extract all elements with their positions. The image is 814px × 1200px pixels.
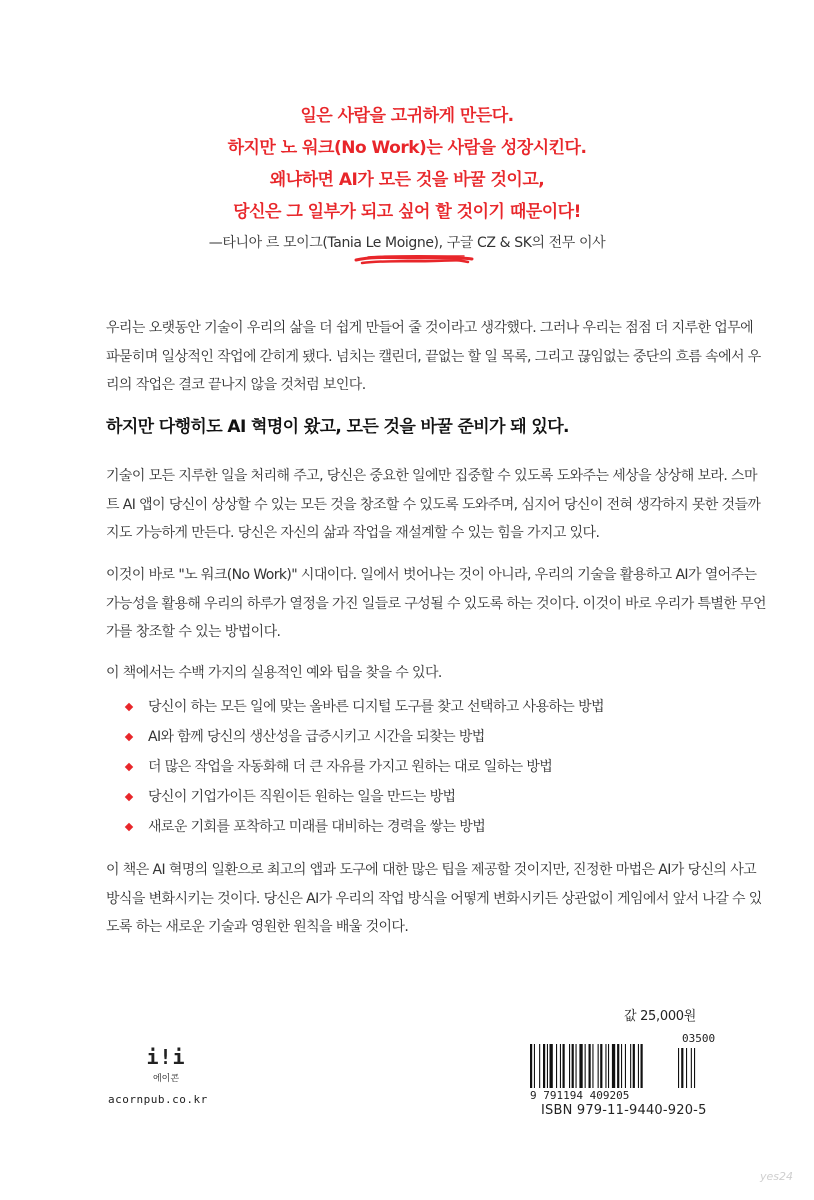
diamond-bullet-icon bbox=[125, 703, 133, 711]
text-line: 기술이 모든 지루한 일을 처리해 주고, 당신은 중요한 일에만 집중할 수 있도록 도와주는 세상을 상상해 보라. 스마 bbox=[106, 468, 757, 484]
section-heading: 하지만 다행히도 AI 혁명이 왔고, 모든 것을 바꿀 준비가 돼 있다. bbox=[106, 417, 569, 437]
publisher-logo bbox=[146, 1045, 186, 1084]
text-line: 우리는 오랫동안 기술이 우리의 삶을 더 쉽게 만들어 줄 것이라고 생각했다. 그러나 우리는 점점 더 지루한 업무에 bbox=[106, 320, 754, 336]
list-item: 당신이 기업가이든 직원이든 원하는 일을 만드는 방법 bbox=[122, 782, 722, 812]
quote-line: 당신은 그 일부가 되고 싶어 할 것이기 때문이다! bbox=[233, 202, 581, 222]
text-line: 방식을 변화시키는 것이다. 당신은 AI가 우리의 작업 방식을 어떻게 변화시키든 상관없이 게임에서 앞서 나갈 수 있 bbox=[106, 890, 762, 907]
diamond-bullet-icon bbox=[125, 823, 133, 831]
bullet-list bbox=[122, 692, 722, 842]
barcode-digits: 9 791194 409205 bbox=[530, 1089, 630, 1102]
text-line: 가를 창조할 수 있는 방법이다. bbox=[106, 624, 281, 640]
text-line: 지도 가능하게 만든다. 당신은 자신의 삶과 작업을 재설계할 수 있는 힘을 가지고 있다. bbox=[106, 525, 600, 541]
quote-line: 왜냐하면 AI가 모든 것을 바꿀 것이고, bbox=[269, 170, 545, 190]
paragraph-no-work bbox=[106, 561, 766, 647]
list-item: 더 많은 작업을 자동화해 더 큰 자유를 가지고 원하는 대로 일하는 방법 bbox=[122, 752, 722, 782]
text-line: 가능성을 활용해 우리의 하루가 열정을 가진 일들로 구성될 수 있도록 하는 것이다. 이것이 바로 우리가 특별한 무언 bbox=[106, 595, 766, 612]
paragraph-imagine bbox=[106, 462, 761, 548]
text-line: 트 AI 앱이 당신이 상상할 수 있는 모든 것을 창조할 수 있도록 도와주며, 심지어 당신이 전혀 생각하지 못한 것들까 bbox=[106, 496, 761, 513]
paragraph-conclusion bbox=[106, 856, 762, 942]
list-item: 당신이 하는 모든 일에 맞는 올바른 디지털 도구를 찾고 선택하고 사용하는 방법 bbox=[122, 692, 722, 722]
epigraph-quote bbox=[0, 100, 814, 258]
diamond-bullet-icon bbox=[125, 763, 133, 771]
barcode bbox=[530, 1032, 716, 1102]
text-line: 도록 하는 새로운 기술과 영원한 원칙을 배울 것이다. bbox=[106, 919, 409, 935]
diamond-bullet-icon bbox=[125, 733, 133, 741]
text-line: 이 책에서는 수백 가지의 실용적인 예와 팁을 찾을 수 있다. bbox=[106, 665, 442, 681]
isbn-number: ISBN 979-11-9440-920-5 bbox=[541, 1103, 707, 1118]
text-line: 이 책은 AI 혁명의 일환으로 최고의 앱과 도구에 대한 많은 팁을 제공할 것이지만, 진정한 마법은 AI가 당신의 사고 bbox=[106, 862, 757, 878]
diamond-bullet-icon bbox=[125, 793, 133, 801]
text-line: 이것이 바로 "노 워크(No Work)" 시대이다. 일에서 벗어나는 것이 아니라, 우리의 기술을 활용하고 AI가 열어주는 bbox=[106, 567, 757, 583]
text-line: 리의 작업은 결코 끝나지 않을 것처럼 보인다. bbox=[106, 377, 366, 393]
paragraph-book-intro bbox=[106, 659, 716, 688]
quote-attribution: —타니아 르 모이그(Tania Le Moigne), 구글 CZ & SK의 전무 이사 bbox=[208, 235, 606, 251]
quote-line: 일은 사람을 고귀하게 만든다. bbox=[300, 106, 514, 126]
publisher-website: acornpub.co.kr bbox=[108, 1093, 208, 1106]
watermark: yes24 bbox=[760, 1170, 794, 1183]
list-item: AI와 함께 당신의 생산성을 급증시키고 시간을 되찾는 방법 bbox=[122, 722, 722, 752]
publisher-logo-mark: i!i bbox=[146, 1045, 186, 1069]
list-item: 새로운 기회를 포착하고 미래를 대비하는 경력을 쌓는 방법 bbox=[122, 812, 722, 842]
publisher-name: 에이콘 bbox=[152, 1074, 180, 1084]
red-scribble-divider bbox=[354, 252, 474, 268]
barcode-addon-number: 03500 bbox=[682, 1032, 716, 1045]
text-line: 파묻히며 일상적인 작업에 갇히게 됐다. 넘치는 캘린더, 끝없는 할 일 목록, 그리고 끊임없는 중단의 흐름 속에서 우 bbox=[106, 348, 761, 365]
quote-line: 하지만 노 워크(No Work)는 사람을 성장시킨다. bbox=[227, 138, 587, 158]
price-label: 값 25,000원 bbox=[624, 1009, 697, 1024]
intro-paragraph bbox=[106, 314, 761, 400]
